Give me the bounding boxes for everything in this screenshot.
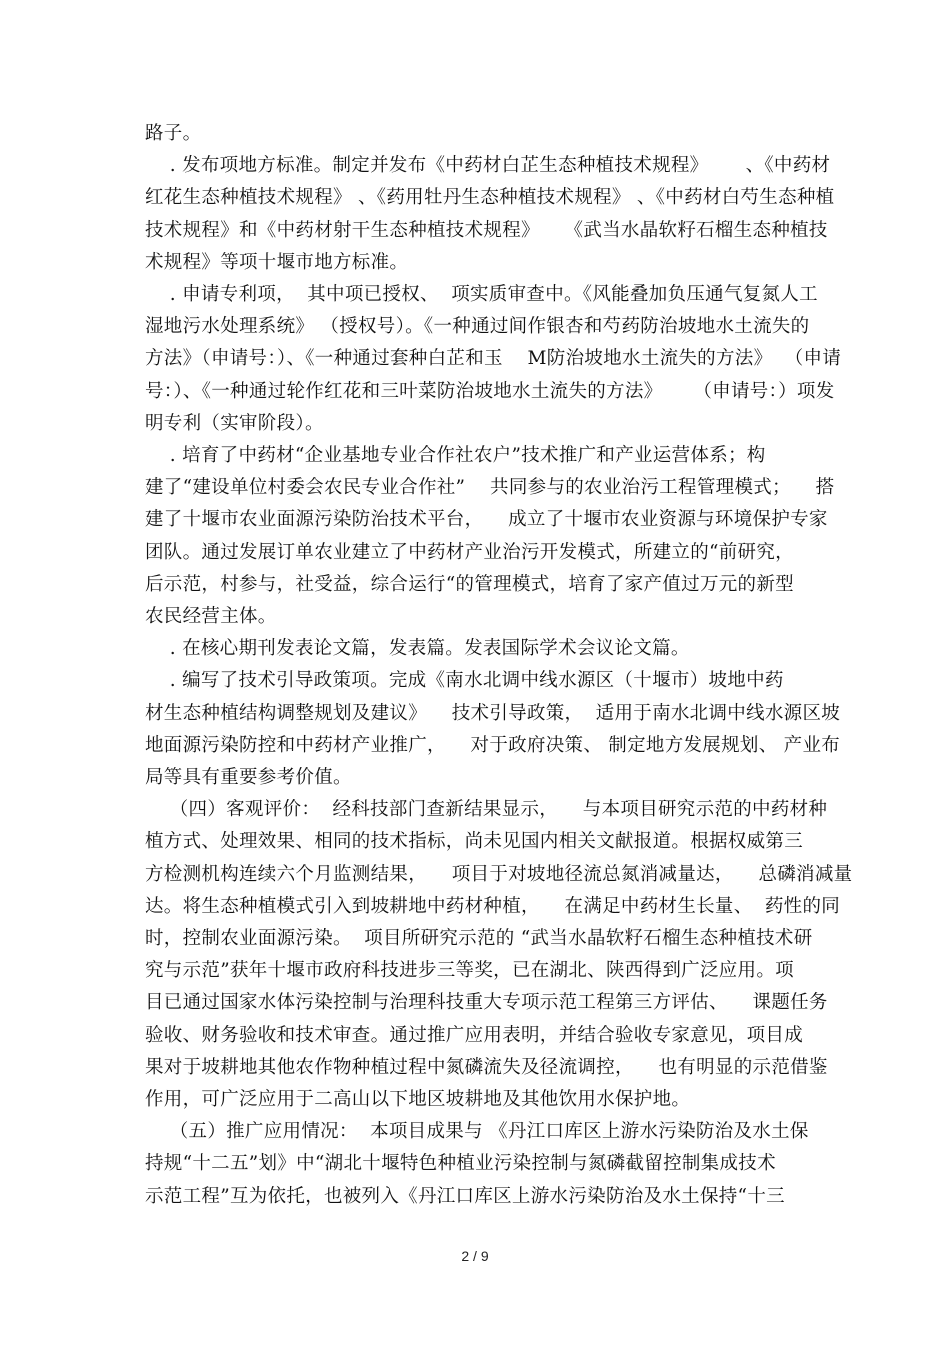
text-line: 红花生态种植技术规程》 、《药用牡丹生态种植技术规程》 、《中药材白芍生态种植 [145,187,835,209]
text-line: 方检测机构连续六个月监测结果， 项目于对坡地径流总氮消减量达， 总磷消减量 [145,863,853,885]
text-line: 技术规程》和《中药材射干生态种植技术规程》 《武当水晶软籽石榴生态种植技 [145,219,828,241]
text-line: 局等具有重要参考价值。 [145,767,352,788]
text-line: 作用，可广泛应用于二高山以下地区坡耕地及其他饮用水保护地。 [145,1089,691,1110]
text-line: （四）客观评价： 经科技部门查新结果显示， 与本项目研究示范的中药材种 [145,799,828,821]
text-line: 术规程》等项十堰市地方标准。 [145,251,409,273]
text-line: 目已通过国家水体污染控制与治理科技重大专项示范工程第三方评估、 课题任务 [145,992,828,1014]
text-line: 明专利（实审阶段）。 [145,412,324,434]
page-number: 2 / 9 [461,1248,489,1264]
text-line: 团队。通过发展订单农业建立了中药材产业治污开发模式，所建立的“前研究， [145,541,794,563]
text-line: 号：）、《一种通过轮作红花和三叶菜防治坡地水土流失的方法》 （申请号：）项发 [145,380,835,402]
text-line: 验收、财务验收和技术审查。通过推广应用表明，并结合验收专家意见，项目成 [145,1024,804,1046]
text-line: 材生态种植结构调整规划及建议》 技术引导政策， 适用于南水北调中线水源区坡 [145,702,841,724]
text-line: 湿地污水处理系统》 （授权号）。《一种通过间作银杏和芍药防治坡地水土流失的 [145,316,810,338]
text-line: 方法》（申请号：）、《一种通过套种白芷和玉 M防治坡地水土流失的方法》 （申请 [145,348,842,370]
text-line: 路子。 [145,123,202,144]
text-line: 地面源污染防控和中药材产业推广， 对于政府决策、 制定地方发展规划、 产业布 [145,734,841,756]
text-line: . 发布项地方标准。制定并发布《中药材白芷生态种植技术规程》 、《中药材 [145,155,831,177]
text-line: 究与示范”获年十堰市政府科技进步三等奖，已在湖北、陕西得到广泛应用。项 [145,960,794,982]
text-line: 后示范，村参与，社受益，综合运行“的管理模式，培育了家产值过万元的新型 [145,573,794,595]
text-line: 示范工程”互为依托，也被列入《丹江口库区上游水污染防治及水土保持“十三 [145,1185,785,1207]
text-line: 果对于坡耕地其他农作物种植过程中氮磷流失及径流调控， 也有明显的示范借鉴 [145,1056,828,1078]
text-line: 植方式、处理效果、相同的技术指标，尚未见国内相关文献报道。根据权威第三 [145,831,804,853]
text-line: （五）推广应用情况： 本项目成果与 《丹江口库区上游水污染防治及水土保 [145,1121,809,1143]
text-line: . 在核心期刊发表论文篇，发表篇。发表国际学术会议论文篇。 [145,638,690,660]
text-line: . 申请专利项， 其中项已授权、 项实质审查中。《风能叠加负压通气复氮人工 [145,284,818,305]
text-line: 建了十堰市农业面源污染防治技术平台， 成立了十堰市农业资源与环境保护专家 [145,509,828,531]
text-line: 持规“十二五”划》中“湖北十堰特色种植业污染控制与氮磷截留控制集成技术 [145,1153,776,1175]
text-line: 时，控制农业面源污染。 项目所研究示范的 “武当水晶软籽石榴生态种植技术研 [145,928,813,949]
text-line: 建了“建设单位村委会农民专业合作社” 共同参与的农业治污工程管理模式； 搭 [145,477,835,499]
text-line: 达。将生态种植模式引入到坡耕地中药材种植， 在满足中药材生长量、 药性的同 [145,895,841,917]
text-line: . 编写了技术引导政策项。完成《南水北调中线水源区（十堰市）坡地中药 [145,670,784,692]
text-line: . 培育了中药材“企业基地专业合作社农户”技术推广和产业运营体系；构 [145,445,766,466]
text-line: 农民经营主体。 [145,606,277,627]
